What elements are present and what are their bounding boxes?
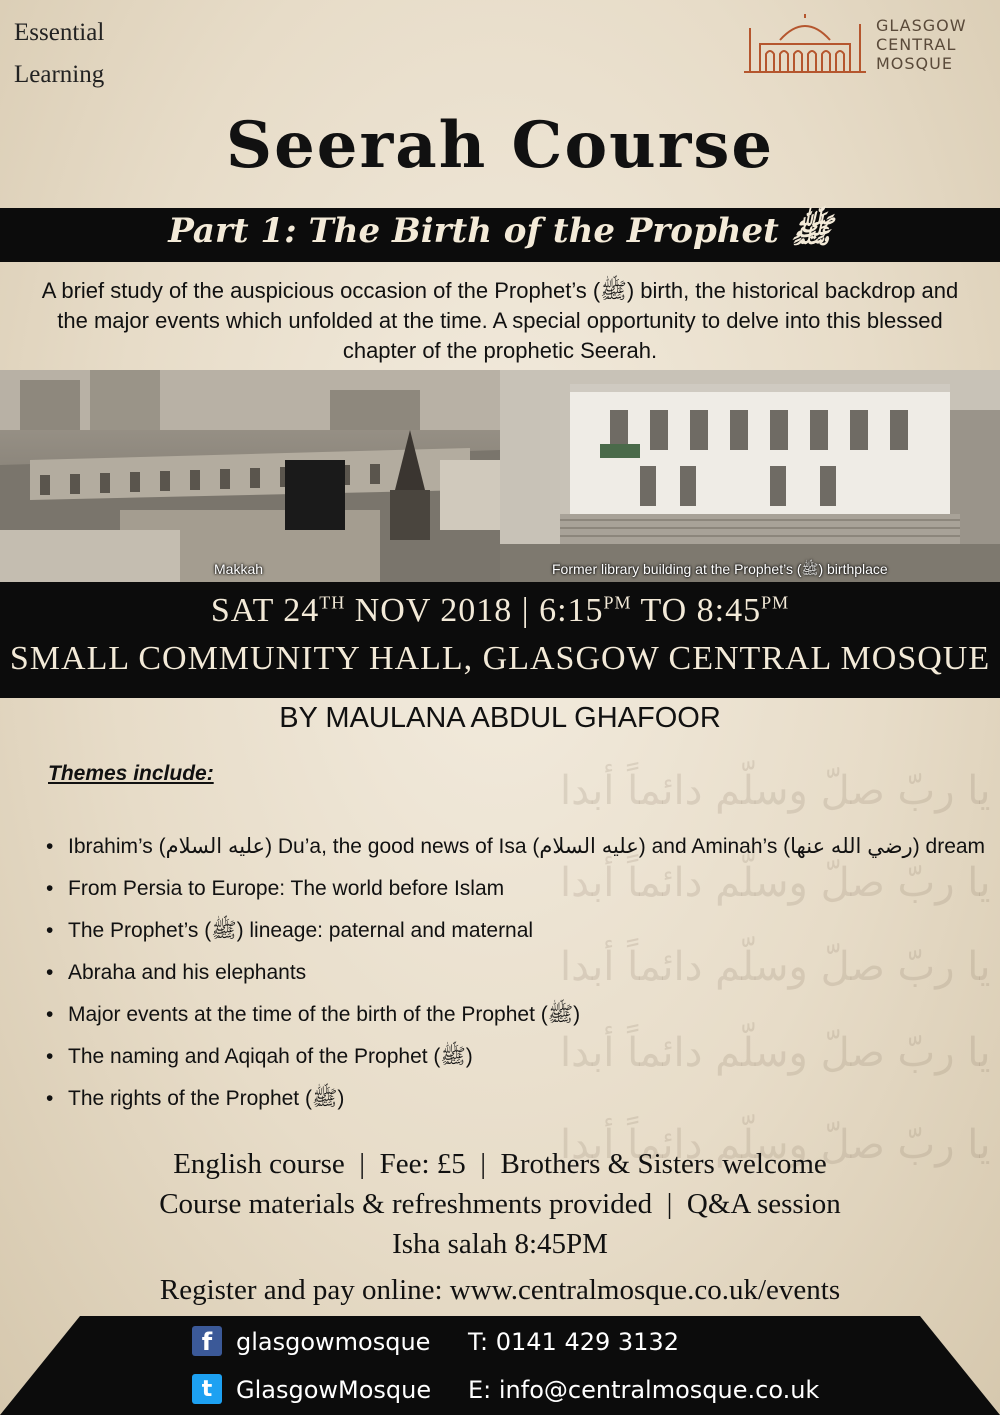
logo-line1: GLASGOW xyxy=(876,16,967,35)
page-subtitle: Part 1: The Birth of the Prophet ﷺ xyxy=(168,211,832,251)
speaker-name: BY MAULANA ABDUL GHAFOOR xyxy=(279,702,721,734)
mosque-outline-icon xyxy=(740,14,870,76)
photo-makkah xyxy=(0,370,500,582)
list-item: • From Persia to Europe: The world before Islam xyxy=(46,868,985,910)
list-item: • Major events at the time of the birth of the Prophet (ﷺ) xyxy=(46,994,985,1036)
makkah-illustration xyxy=(0,370,500,582)
calligraphy-watermark: يا ربّ صلّ وسلّم دائماً أبدا xyxy=(560,1122,991,1168)
details-line1: English course | Fee: £5 | Brothers & Sisters welcome xyxy=(173,1148,827,1180)
list-item: • Abraha and his elephants xyxy=(46,952,985,994)
details-line2: Course materials & refreshments provided | Q&A session xyxy=(159,1188,841,1220)
course-details xyxy=(0,1144,1000,1264)
logo-line2: CENTRAL xyxy=(876,35,957,54)
event-venue: SMALL COMMUNITY HALL, GLASGOW CENTRAL MOSQUE xyxy=(9,640,991,677)
email-address[interactable]: E: info@centralmosque.co.uk xyxy=(468,1376,820,1404)
calligraphy-watermark: يا ربّ صلّ وسلّم دائماً أبدا xyxy=(560,944,991,990)
photo-caption-birthplace: Former library building at the Prophet’s (ﷺ) birthplace xyxy=(552,561,888,577)
series-label-line1: Essential xyxy=(14,19,105,46)
list-item: • The Prophet’s (ﷺ) lineage: paternal and maternal xyxy=(46,910,985,952)
page-title: Seerah Course xyxy=(225,108,775,183)
list-item: • The rights of the Prophet (ﷺ) xyxy=(46,1078,985,1120)
logo-text xyxy=(876,16,967,73)
event-end-suffix: PM xyxy=(761,592,790,613)
intro-paragraph: A brief study of the auspicious occasion of the Prophet’s (ﷺ) birth, the historical backdrop and the major events which unfolded at the time. A special opportunity to delve into this blessed chapter of the prophetic Seerah. xyxy=(41,278,959,363)
calligraphy-watermark: يا ربّ صلّ وسلّم دائماً أبدا xyxy=(560,768,991,814)
register-link[interactable]: Register and pay online: www.centralmosque.co.uk/events xyxy=(159,1274,841,1306)
event-datetime xyxy=(0,592,1000,630)
facebook-icon[interactable]: f xyxy=(192,1326,222,1356)
calligraphy-watermark: يا ربّ صلّ وسلّم دائماً أبدا xyxy=(560,1030,991,1076)
calligraphy-watermark: يا ربّ صلّ وسلّم دائماً أبدا xyxy=(560,860,991,906)
event-day: SAT 24 xyxy=(210,592,320,629)
phone-number: T: 0141 429 3132 xyxy=(468,1328,679,1356)
library-illustration xyxy=(500,370,1000,582)
series-label-line2: Learning xyxy=(14,61,105,88)
mosque-logo xyxy=(740,14,980,76)
event-day-suffix: TH xyxy=(319,592,346,613)
details-line3: Isha salah 8:45PM xyxy=(392,1228,608,1260)
themes-list xyxy=(46,826,985,1120)
event-end: TO 8:45 xyxy=(631,592,762,629)
logo-line3: MOSQUE xyxy=(876,54,953,73)
event-start-suffix: PM xyxy=(603,592,632,613)
twitter-icon[interactable]: t xyxy=(192,1374,222,1404)
facebook-handle[interactable]: glasgowmosque xyxy=(236,1328,431,1356)
twitter-handle[interactable]: GlasgowMosque xyxy=(236,1376,432,1404)
photo-birthplace-library xyxy=(500,370,1000,582)
series-label xyxy=(14,12,104,96)
themes-heading: Themes include: xyxy=(48,762,214,785)
event-month-start: NOV 2018 | 6:15 xyxy=(345,592,604,629)
list-item: • The naming and Aqiqah of the Prophet (ﷺ) xyxy=(46,1036,985,1078)
list-item: • Ibrahim’s (عليه السلام) Du’a, the good news of Isa (عليه السلام) and Aminah’s (رضي الله عنها) dream xyxy=(46,826,985,868)
photo-caption-makkah: Makkah xyxy=(214,561,264,577)
